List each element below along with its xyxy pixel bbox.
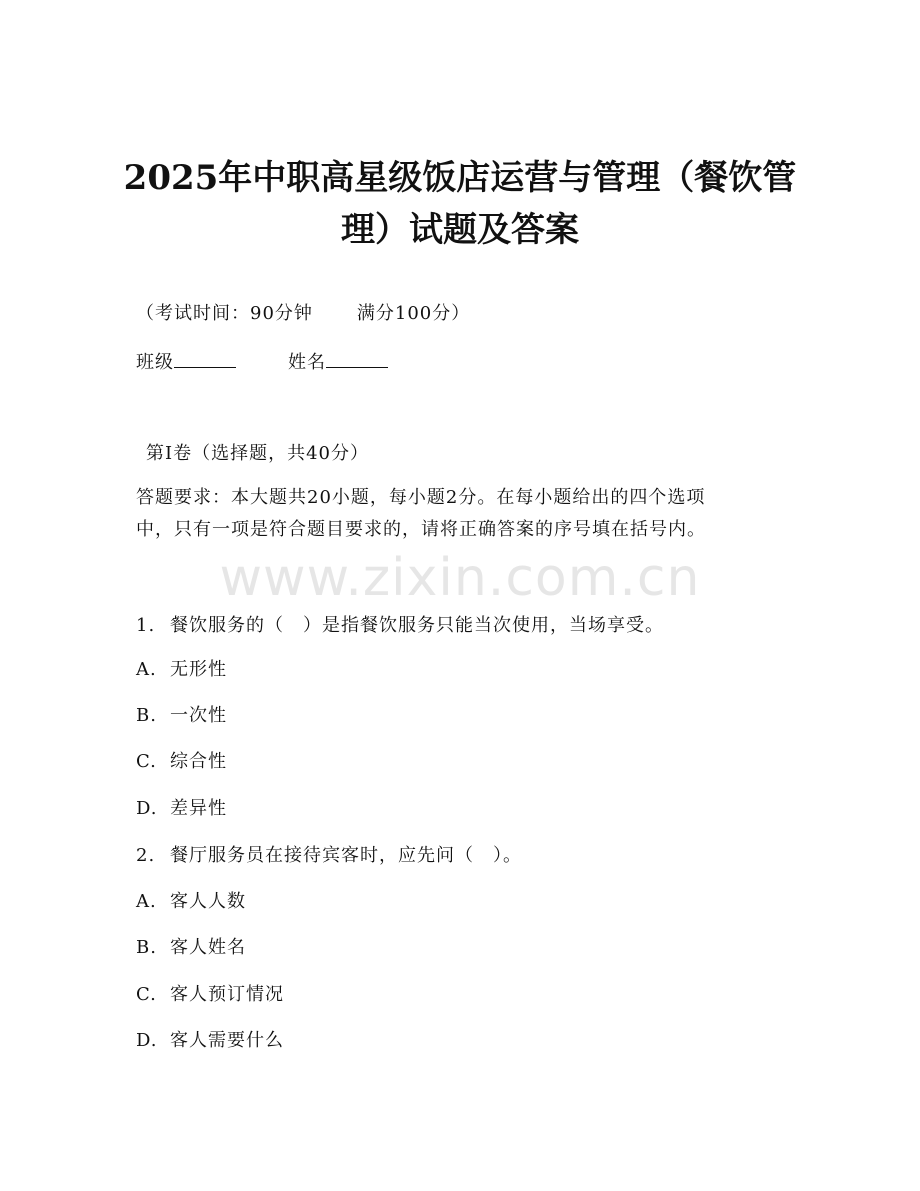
exam-time: （考试时间：90分钟 [136, 303, 313, 324]
title-line-1: 2025年中职高星级饭店运营与管理（餐饮管 [123, 158, 797, 198]
question-text: 餐饮服务的（ ）是指餐饮服务只能当次使用，当场享受。 [170, 615, 664, 636]
option-text: 客人需要什么 [170, 1030, 284, 1051]
option-label: C. [136, 751, 157, 772]
option-text: 客人人数 [170, 891, 246, 912]
option-label: A. [136, 659, 157, 680]
question-number: 2. [136, 845, 156, 866]
name-blank[interactable] [326, 349, 388, 368]
option-label: C. [136, 984, 157, 1005]
question-1 [136, 613, 664, 639]
question-text: 餐厅服务员在接待宾客时，应先问（ ）。 [170, 845, 522, 866]
title-line-2: 理）试题及答案 [341, 210, 579, 250]
option-label: B. [136, 705, 157, 726]
option-1c [136, 749, 227, 775]
watermark: www.zixin.com.cn [219, 548, 701, 608]
option-text: 一次性 [170, 705, 227, 726]
option-label: A. [136, 891, 157, 912]
requirement-line-2: 中，只有一项是符合题目要求的，请将正确答案的序号填在括号内。 [136, 519, 706, 540]
option-2d [136, 1028, 284, 1054]
option-text: 客人预订情况 [170, 984, 284, 1005]
option-1a [136, 657, 227, 683]
document-title [60, 152, 860, 256]
option-label: B. [136, 937, 157, 958]
question-number: 1. [136, 615, 156, 636]
name-label: 姓名 [288, 352, 326, 373]
option-2a [136, 889, 246, 915]
requirement-line-1: 答题要求：本大题共20小题，每小题2分。在每小题给出的四个选项 [136, 487, 706, 508]
option-text: 客人姓名 [170, 937, 246, 958]
exam-score: 满分100分） [356, 303, 471, 324]
option-1d [136, 796, 227, 822]
option-2b [136, 935, 246, 961]
section-heading: 第Ⅰ卷（选择题，共40分） [146, 443, 370, 464]
option-text: 综合性 [170, 751, 227, 772]
option-2c [136, 982, 284, 1008]
option-1b [136, 703, 227, 729]
option-label: D. [136, 1030, 158, 1051]
question-2 [136, 843, 522, 869]
option-text: 无形性 [170, 659, 227, 680]
option-text: 差异性 [170, 798, 227, 819]
student-info [136, 349, 388, 376]
class-label: 班级 [136, 352, 174, 373]
option-label: D. [136, 798, 158, 819]
class-blank[interactable] [174, 349, 236, 368]
exam-info [136, 301, 470, 327]
